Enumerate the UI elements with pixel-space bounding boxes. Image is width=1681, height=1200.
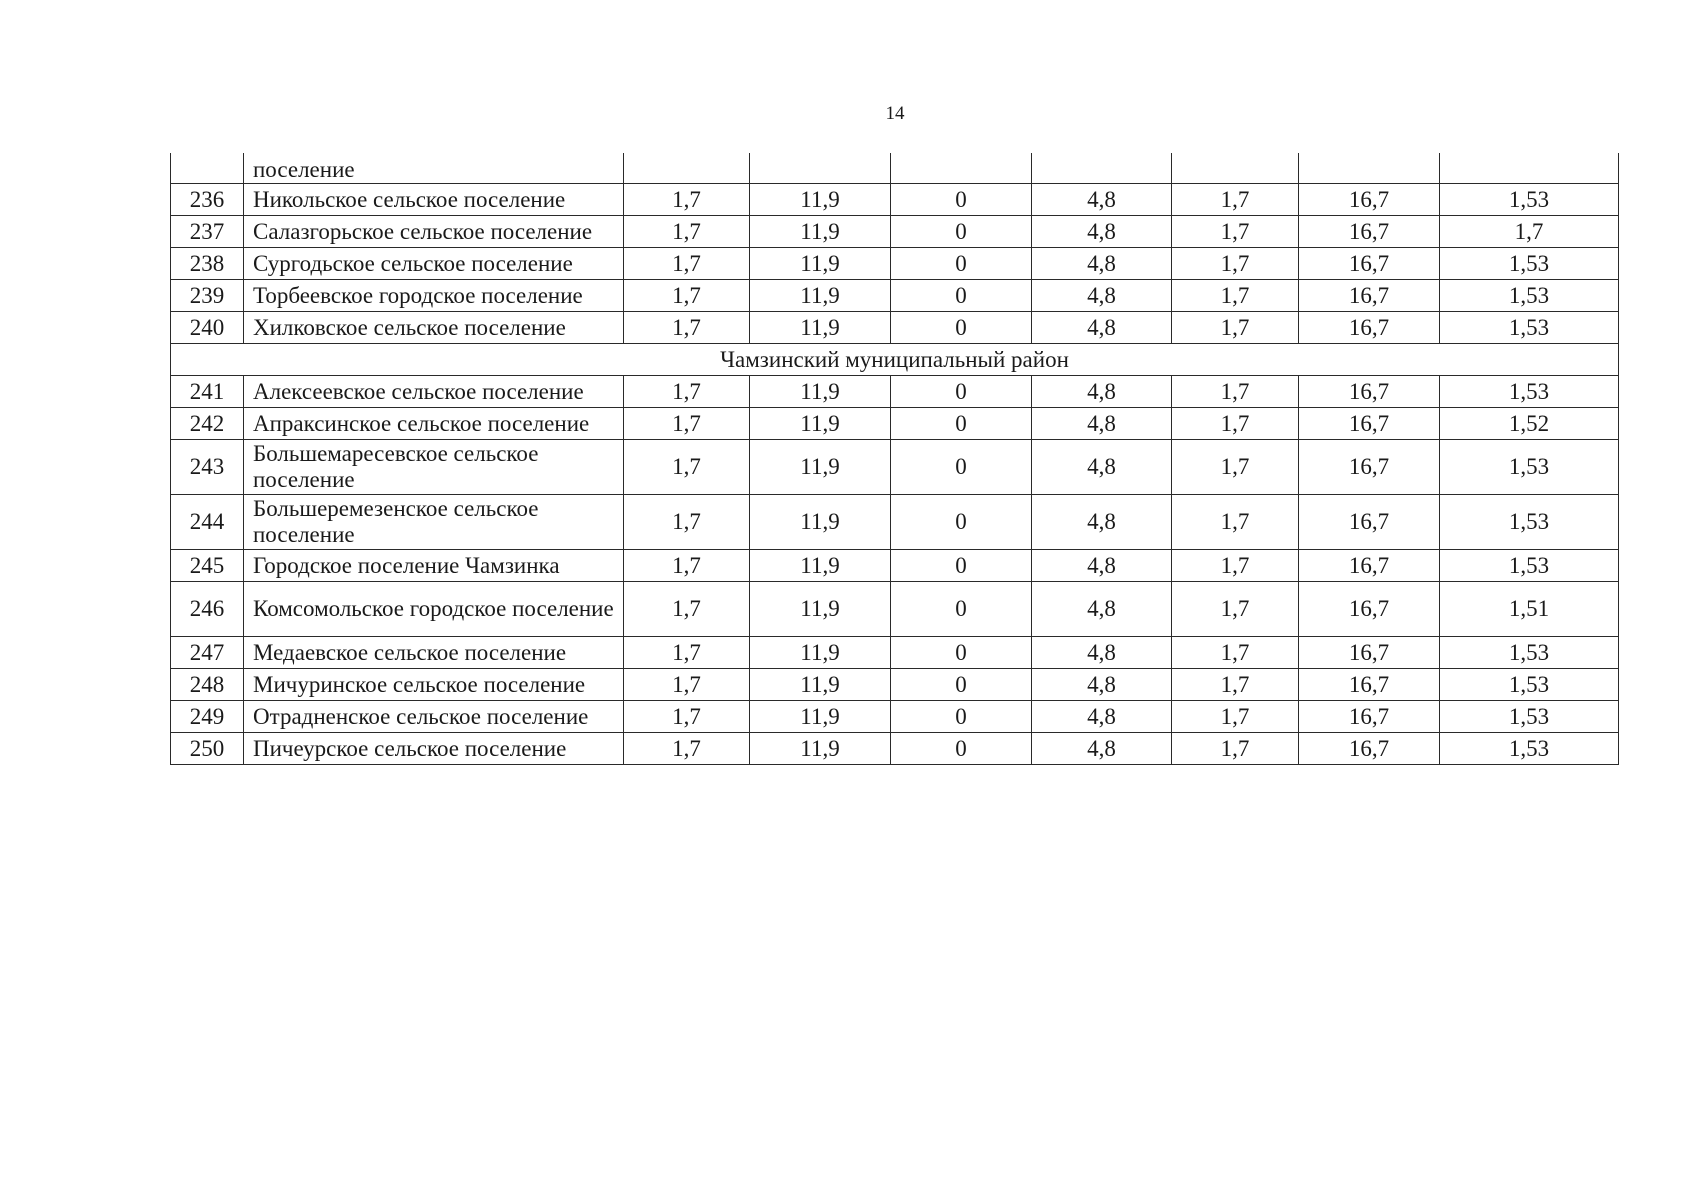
cell-value: 0: [891, 312, 1032, 344]
cell-value: 1,7: [624, 669, 750, 701]
cell-value: 11,9: [750, 440, 891, 495]
cell-num: 241: [171, 376, 244, 408]
cell-value: 1,53: [1440, 495, 1619, 550]
table-body: [171, 153, 1619, 765]
cell-value: 1,7: [1172, 733, 1299, 765]
cell-name: Торбеевское городское поселение: [244, 280, 624, 312]
cell-value: 4,8: [1032, 733, 1172, 765]
cell-value: 1,7: [1172, 248, 1299, 280]
cell-value: 11,9: [750, 550, 891, 582]
table-row: [171, 216, 1619, 248]
cell-value: [624, 153, 750, 184]
cell-value: 0: [891, 216, 1032, 248]
cell-value: 11,9: [750, 184, 891, 216]
cell-value: 16,7: [1299, 216, 1440, 248]
cell-value: 1,53: [1440, 312, 1619, 344]
cell-value: 1,7: [1172, 701, 1299, 733]
cell-name: Медаевское сельское поселение: [244, 637, 624, 669]
cell-value: 1,7: [1172, 184, 1299, 216]
cell-value: 0: [891, 280, 1032, 312]
cell-value: 1,53: [1440, 440, 1619, 495]
cell-value: 11,9: [750, 701, 891, 733]
cell-name: Большемаресевское сельское поселение: [244, 440, 624, 495]
cell-num: 243: [171, 440, 244, 495]
cell-value: 1,7: [1172, 550, 1299, 582]
district-row: [171, 344, 1619, 376]
cell-value: 11,9: [750, 312, 891, 344]
cell-value: 1,7: [624, 184, 750, 216]
cell-name: Никольское сельское поселение: [244, 184, 624, 216]
cell-value: 1,53: [1440, 733, 1619, 765]
cell-name: Мичуринское сельское поселение: [244, 669, 624, 701]
cell-value: 1,7: [624, 550, 750, 582]
cell-value: 11,9: [750, 408, 891, 440]
cell-value: 1,53: [1440, 248, 1619, 280]
cell-value: 16,7: [1299, 376, 1440, 408]
table-row: [171, 440, 1619, 495]
cell-value: 16,7: [1299, 248, 1440, 280]
cell-value: 1,7: [1172, 216, 1299, 248]
cell-value: 4,8: [1032, 376, 1172, 408]
cell-num: [171, 153, 244, 184]
cell-value: 0: [891, 376, 1032, 408]
cell-value: 16,7: [1299, 312, 1440, 344]
cell-value: 16,7: [1299, 495, 1440, 550]
cell-value: 0: [891, 669, 1032, 701]
cell-value: 11,9: [750, 582, 891, 637]
cell-value: 1,7: [624, 733, 750, 765]
cell-value: 1,7: [1172, 312, 1299, 344]
cell-value: 16,7: [1299, 408, 1440, 440]
cell-num: 245: [171, 550, 244, 582]
cell-value: 16,7: [1299, 582, 1440, 637]
cell-value: 1,7: [1172, 440, 1299, 495]
cell-value: 1,53: [1440, 376, 1619, 408]
cell-value: 1,51: [1440, 582, 1619, 637]
cell-value: 11,9: [750, 216, 891, 248]
cell-num: 249: [171, 701, 244, 733]
cell-value: 1,7: [1172, 280, 1299, 312]
cell-name: Салазгорьское сельское поселение: [244, 216, 624, 248]
cell-value: 1,52: [1440, 408, 1619, 440]
cell-value: 16,7: [1299, 280, 1440, 312]
cell-name: Сургодьское сельское поселение: [244, 248, 624, 280]
cell-value: 11,9: [750, 248, 891, 280]
cell-value: 1,53: [1440, 669, 1619, 701]
cell-value: 16,7: [1299, 637, 1440, 669]
settlements-table-container: [170, 153, 1618, 765]
cell-value: 11,9: [750, 733, 891, 765]
cell-name: Большеремезенское сельское поселение: [244, 495, 624, 550]
cell-value: 4,8: [1032, 216, 1172, 248]
table-row: [171, 637, 1619, 669]
cell-value: 16,7: [1299, 669, 1440, 701]
cell-value: 11,9: [750, 637, 891, 669]
cell-value: 0: [891, 495, 1032, 550]
table-row: [171, 248, 1619, 280]
page-number: 14: [885, 103, 905, 124]
cell-value: 0: [891, 248, 1032, 280]
cell-value: 1,7: [624, 408, 750, 440]
cell-value: 16,7: [1299, 440, 1440, 495]
cell-value: 4,8: [1032, 280, 1172, 312]
cell-value: [1299, 153, 1440, 184]
cell-value: 1,7: [624, 216, 750, 248]
cell-num: 237: [171, 216, 244, 248]
cell-num: 248: [171, 669, 244, 701]
cell-value: 16,7: [1299, 184, 1440, 216]
cell-value: 1,7: [1172, 582, 1299, 637]
cell-value: 1,7: [624, 280, 750, 312]
cell-num: 236: [171, 184, 244, 216]
cell-value: [1172, 153, 1299, 184]
cell-value: 1,7: [624, 582, 750, 637]
cell-value: 4,8: [1032, 408, 1172, 440]
cell-value: 4,8: [1032, 669, 1172, 701]
cell-value: 0: [891, 184, 1032, 216]
continuation-row: [171, 153, 1619, 184]
cell-name: Пичеурское сельское поселение: [244, 733, 624, 765]
cell-name: Алексеевское сельское поселение: [244, 376, 624, 408]
cell-value: 1,7: [1172, 637, 1299, 669]
cell-value: 1,7: [624, 701, 750, 733]
cell-value: 1,7: [624, 637, 750, 669]
cell-value: 4,8: [1032, 248, 1172, 280]
cell-num: 247: [171, 637, 244, 669]
cell-name: Апраксинское сельское поселение: [244, 408, 624, 440]
cell-num: 238: [171, 248, 244, 280]
cell-value: 4,8: [1032, 312, 1172, 344]
cell-value: 1,7: [1172, 376, 1299, 408]
settlements-table: [170, 153, 1619, 765]
cell-value: 16,7: [1299, 550, 1440, 582]
cell-value: [891, 153, 1032, 184]
cell-value: 4,8: [1032, 582, 1172, 637]
cell-value: 1,53: [1440, 280, 1619, 312]
table-row: [171, 184, 1619, 216]
cell-value: 4,8: [1032, 550, 1172, 582]
table-row: [171, 669, 1619, 701]
cell-value: 1,7: [624, 440, 750, 495]
cell-value: [1032, 153, 1172, 184]
table-row: [171, 408, 1619, 440]
cell-value: 4,8: [1032, 701, 1172, 733]
cell-value: 1,53: [1440, 637, 1619, 669]
cell-value: [750, 153, 891, 184]
table-row: [171, 550, 1619, 582]
cell-value: 1,7: [1172, 495, 1299, 550]
cell-value: 0: [891, 550, 1032, 582]
cell-value: 4,8: [1032, 440, 1172, 495]
district-heading: Чамзинский муниципальный район: [171, 344, 1619, 376]
cell-value: 1,53: [1440, 550, 1619, 582]
cell-value: 1,7: [624, 312, 750, 344]
cell-value: 16,7: [1299, 733, 1440, 765]
table-row: [171, 280, 1619, 312]
cell-value: 4,8: [1032, 637, 1172, 669]
cell-value: 1,7: [1172, 408, 1299, 440]
cell-value: 11,9: [750, 495, 891, 550]
cell-num: 240: [171, 312, 244, 344]
table-row: [171, 376, 1619, 408]
cell-value: 0: [891, 440, 1032, 495]
table-row: [171, 701, 1619, 733]
cell-value: 4,8: [1032, 495, 1172, 550]
cell-value: 0: [891, 733, 1032, 765]
cell-value: 1,7: [1440, 216, 1619, 248]
table-row: [171, 312, 1619, 344]
cell-value: 1,53: [1440, 184, 1619, 216]
cell-value: 0: [891, 582, 1032, 637]
cell-name: Комсомольское городское поселение: [244, 582, 624, 637]
cell-name: Отрадненское сельское поселение: [244, 701, 624, 733]
cell-value: 16,7: [1299, 701, 1440, 733]
cell-value: 11,9: [750, 376, 891, 408]
cell-value: 11,9: [750, 280, 891, 312]
cell-num: 246: [171, 582, 244, 637]
cell-num: 250: [171, 733, 244, 765]
cell-name: поселение: [244, 153, 624, 184]
cell-value: 1,7: [624, 495, 750, 550]
cell-value: 4,8: [1032, 184, 1172, 216]
cell-value: 1,7: [1172, 669, 1299, 701]
cell-num: 244: [171, 495, 244, 550]
table-row: [171, 733, 1619, 765]
cell-name: Хилковское сельское поселение: [244, 312, 624, 344]
cell-value: 0: [891, 701, 1032, 733]
cell-value: 0: [891, 408, 1032, 440]
cell-num: 242: [171, 408, 244, 440]
cell-value: 1,7: [624, 248, 750, 280]
cell-num: 239: [171, 280, 244, 312]
cell-value: [1440, 153, 1619, 184]
table-row: [171, 582, 1619, 637]
cell-value: 1,7: [624, 376, 750, 408]
cell-value: 1,53: [1440, 701, 1619, 733]
cell-value: 0: [891, 637, 1032, 669]
cell-value: 11,9: [750, 669, 891, 701]
cell-name: Городское поселение Чамзинка: [244, 550, 624, 582]
table-row: [171, 495, 1619, 550]
